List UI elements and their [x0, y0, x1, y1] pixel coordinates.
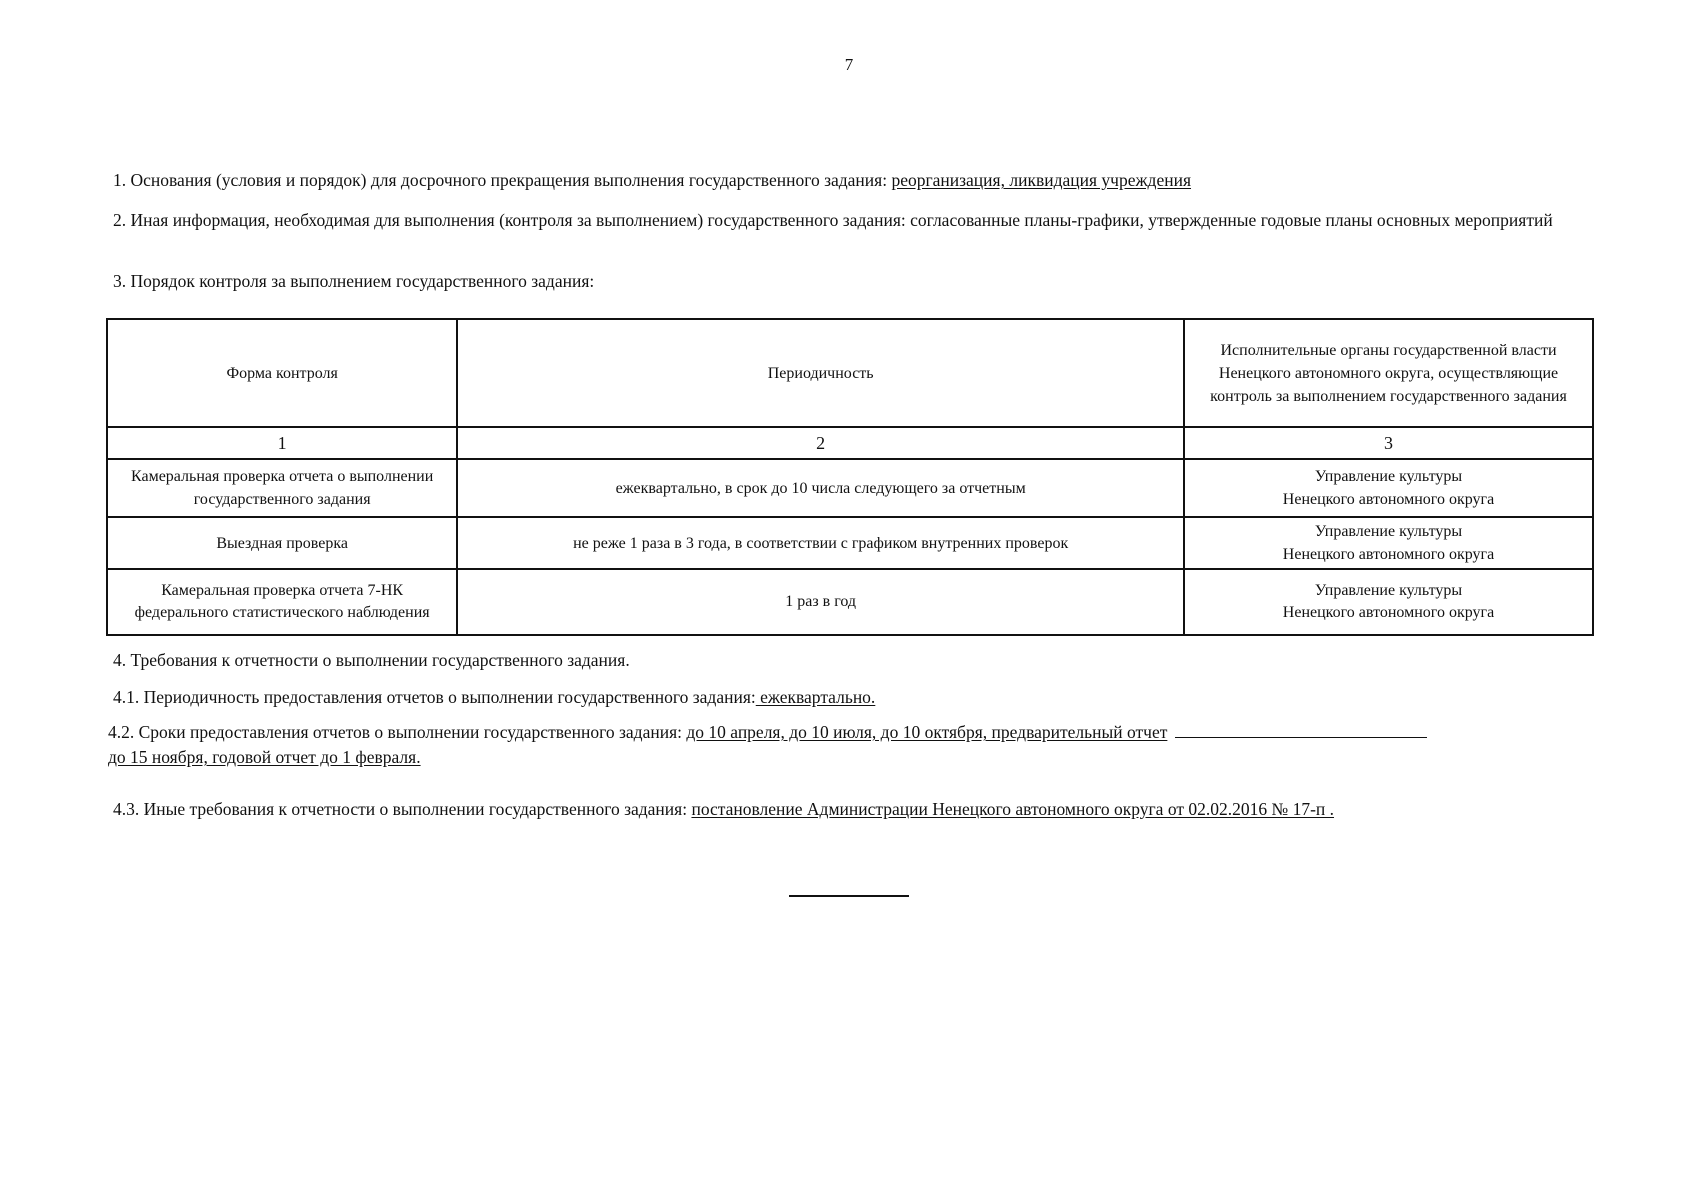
authority-line-2: Ненецкого автономного округа — [1282, 604, 1495, 621]
authority-line-1: Управление культуры — [1314, 523, 1463, 540]
authority-line-1: Управление культуры — [1314, 582, 1463, 599]
section-4-3-underlined-value: постановление Администрации Ненецкого автономного округа от 02.02.2016 № 17-п . — [691, 799, 1335, 819]
section-4-2-underlined-value-1: до 10 апреля, до 10 июля, до 10 октября, предварительный отчет — [686, 722, 1168, 742]
page-number: 7 — [844, 55, 854, 74]
table-header-row — [107, 319, 1593, 427]
cell-authority — [1184, 569, 1593, 635]
section-1-underlined-value: реорганизация, ликвидация учреждения — [891, 170, 1192, 190]
cell-form: Камеральная проверка отчета о выполнении государственного задания — [107, 459, 457, 517]
section-4-2-deadlines — [108, 720, 1598, 770]
section-4-1-underlined-value: ежеквартально. — [755, 687, 876, 707]
table-column-numbers-row — [107, 427, 1593, 459]
cell-period: 1 раз в год — [457, 569, 1184, 635]
section-4-reporting-requirements: 4. Требования к отчетности о выполнении государственного задания. — [113, 650, 630, 670]
section-4-1-text: 4.1. Периодичность предоставления отчетов о выполнении государственного задания: — [113, 687, 756, 707]
cell-form: Камеральная проверка отчета 7-НК федерального статистического наблюдения — [107, 569, 457, 635]
section-4-2-underlined-value-2: до 15 ноября, годовой отчет до 1 февраля. — [108, 747, 421, 767]
authority-line-1: Управление культуры — [1314, 468, 1463, 485]
section-1-early-termination — [113, 168, 1583, 193]
table-row — [107, 459, 1593, 517]
header-form-of-control: Форма контроля — [107, 319, 457, 427]
column-number-2: 2 — [457, 427, 1184, 459]
column-number-3: 3 — [1184, 427, 1593, 459]
column-number-1: 1 — [107, 427, 457, 459]
section-4-3-other-requirements — [113, 797, 1583, 822]
table-row — [107, 569, 1593, 635]
section-3-control-heading: 3. Порядок контроля за выполнением государственного задания: — [113, 271, 595, 291]
header-periodicity: Периодичность — [457, 319, 1184, 427]
fill-in-line — [1175, 723, 1427, 738]
section-4-3-text: 4.3. Иные требования к отчетности о выполнении государственного задания: — [113, 799, 692, 819]
section-1-text: 1. Основания (условия и порядок) для досрочного прекращения выполнения государственного задания: — [113, 170, 892, 190]
control-table — [106, 318, 1594, 636]
cell-period: ежеквартально, в срок до 10 числа следующего за отчетным — [457, 459, 1184, 517]
cell-authority — [1184, 459, 1593, 517]
cell-form: Выездная проверка — [107, 517, 457, 569]
header-authorities: Исполнительные органы государственной власти Ненецкого автономного округа, осуществляющие контроль за выполнением государственного задания — [1184, 319, 1593, 427]
authority-line-2: Ненецкого автономного округа — [1282, 491, 1495, 508]
table-row — [107, 517, 1593, 569]
end-of-document-rule — [789, 895, 909, 897]
authority-line-2: Ненецкого автономного округа — [1282, 546, 1495, 563]
cell-authority — [1184, 517, 1593, 569]
cell-period: не реже 1 раза в 3 года, в соответствии с графиком внутренних проверок — [457, 517, 1184, 569]
section-4-1-periodicity — [113, 685, 1583, 710]
section-2-other-info: 2. Иная информация, необходимая для выполнения (контроля за выполнением) государственного задания: согласованные планы-графики, утвержденные годовые планы основных мероприятий — [113, 210, 1553, 230]
section-4-2-text: 4.2. Сроки предоставления отчетов о выполнении государственного задания: — [108, 722, 687, 742]
